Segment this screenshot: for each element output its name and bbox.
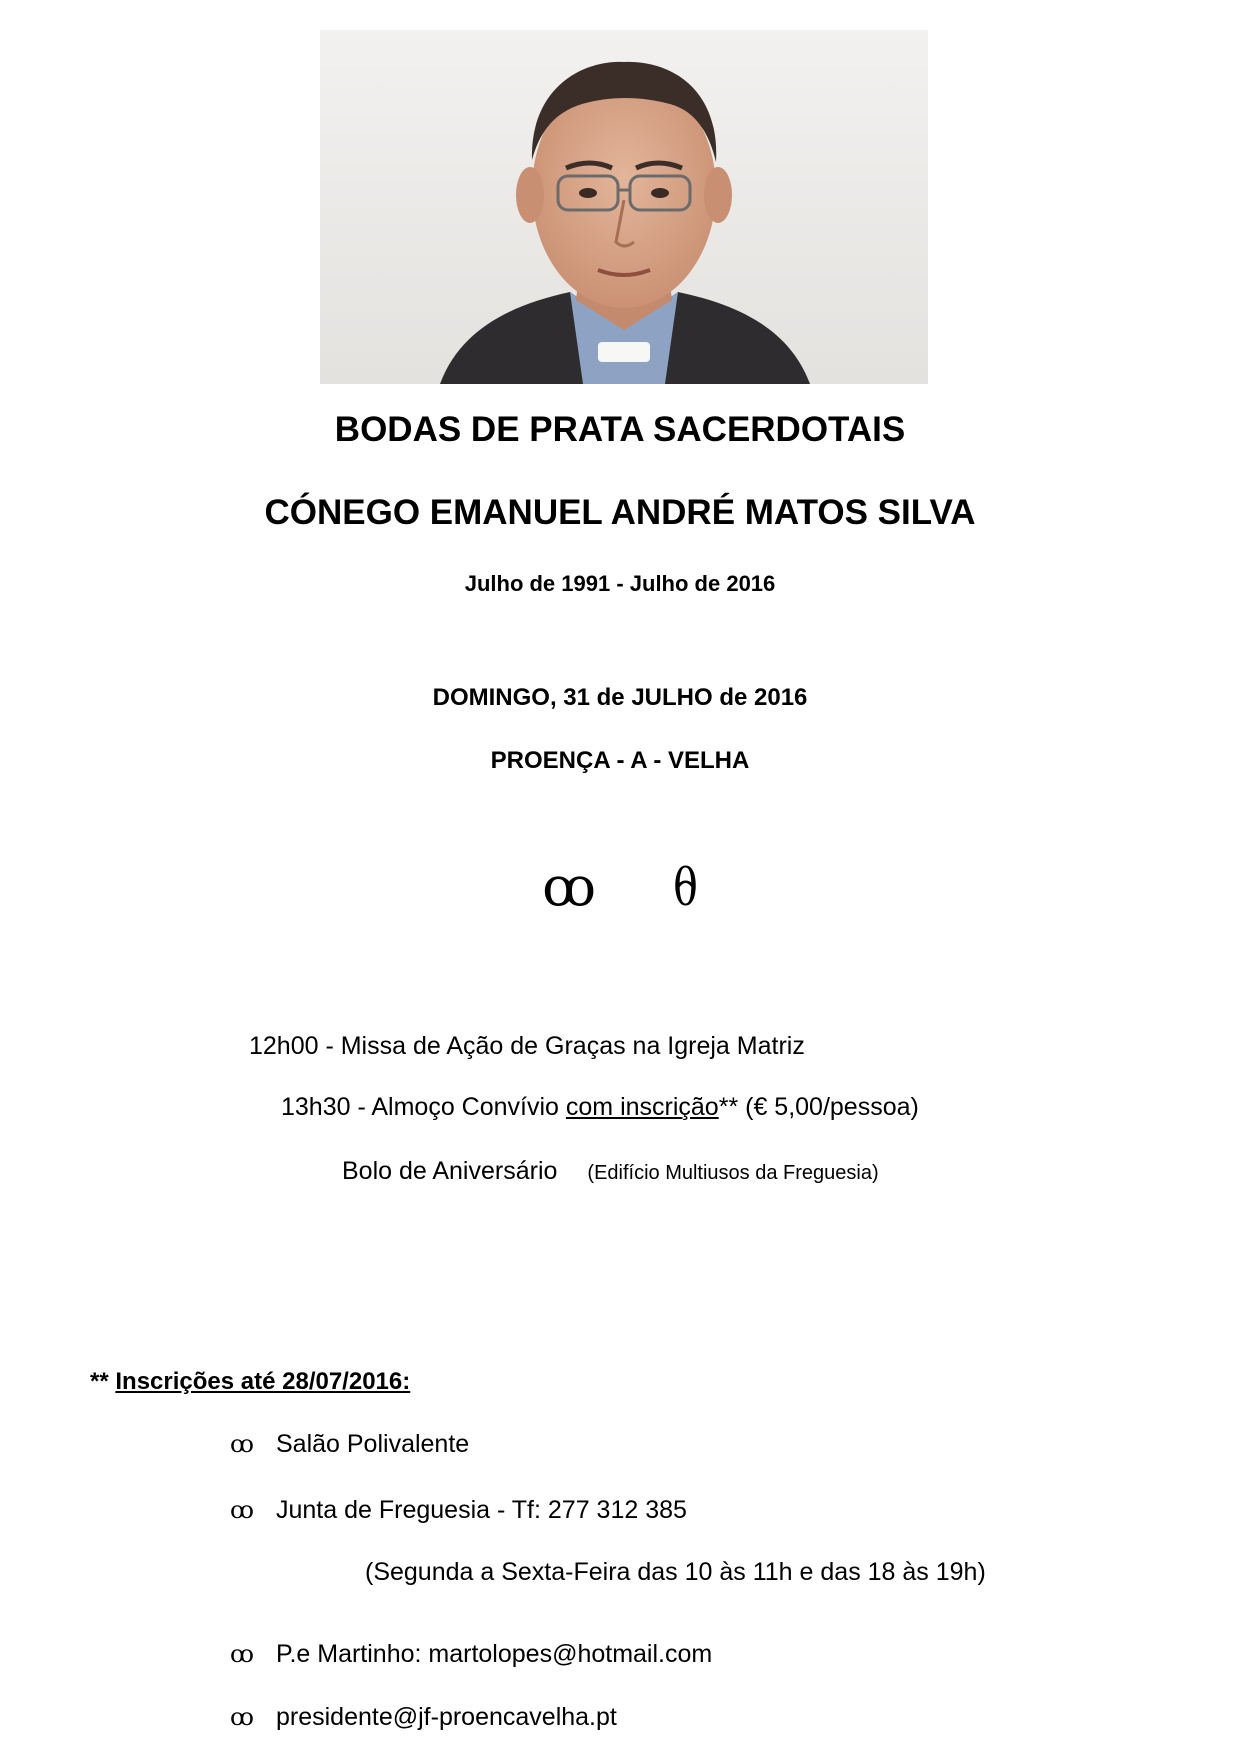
registration-item-label: Junta de Freguesia - Tf: 277 312 385: [276, 1496, 687, 1524]
programme-item-lunch: [281, 1093, 919, 1122]
registration-deadline: Inscrições até 28/07/2016:: [115, 1368, 411, 1395]
registration-item-label: Salão Polivalente: [276, 1430, 470, 1458]
cake-text: Bolo de Aniversário: [342, 1157, 558, 1185]
registration-item-label: P.e Martinho: martolopes@hotmail.com: [276, 1640, 713, 1668]
registration-item: [230, 1430, 469, 1459]
registration-heading: [90, 1368, 410, 1396]
anniversary-period: Julho de 1991 - Julho de 2016: [464, 571, 776, 596]
ornament-right-icon: ᦲ: [673, 855, 698, 918]
registration-marker: **: [90, 1368, 116, 1395]
ornament-left-icon: ꝏ: [542, 855, 597, 918]
cake-venue: (Edifício Multiusos da Freguesia): [587, 1162, 879, 1184]
lunch-text: 13h30 - Almoço Convívio: [281, 1093, 566, 1121]
ornament-bullet-icon: ꝏ: [230, 1703, 254, 1731]
programme-item-mass: 12h00 - Missa de Ação de Graças na Igreja Matriz: [249, 1032, 805, 1060]
office-hours: (Segunda a Sexta-Feira das 10 às 11h e das 18 às 19h): [365, 1558, 986, 1586]
honoree-name: CÓNEGO EMANUEL ANDRÉ MATOS SILVA: [264, 493, 976, 532]
registration-item: [230, 1703, 617, 1732]
ornament-divider: [0, 855, 1240, 918]
ornament-bullet-icon: ꝏ: [230, 1640, 254, 1668]
ornament-bullet-icon: ꝏ: [230, 1496, 254, 1524]
registration-item: [230, 1640, 712, 1669]
event-title: BODAS DE PRATA SACERDOTAIS: [334, 410, 906, 449]
registration-item-label: presidente@jf-proencavelha.pt: [276, 1703, 617, 1731]
lunch-price: ** (€ 5,00/pessoa): [718, 1093, 919, 1121]
ornament-bullet-icon: ꝏ: [230, 1430, 254, 1458]
programme-item-cake: [342, 1157, 879, 1186]
portrait-photo: [320, 30, 928, 384]
registration-item: [230, 1496, 687, 1525]
event-date: DOMINGO, 31 de JULHO de 2016: [432, 684, 808, 711]
event-location: PROENÇA - A - VELHA: [490, 747, 750, 774]
lunch-registration-required: com inscrição: [565, 1093, 719, 1121]
